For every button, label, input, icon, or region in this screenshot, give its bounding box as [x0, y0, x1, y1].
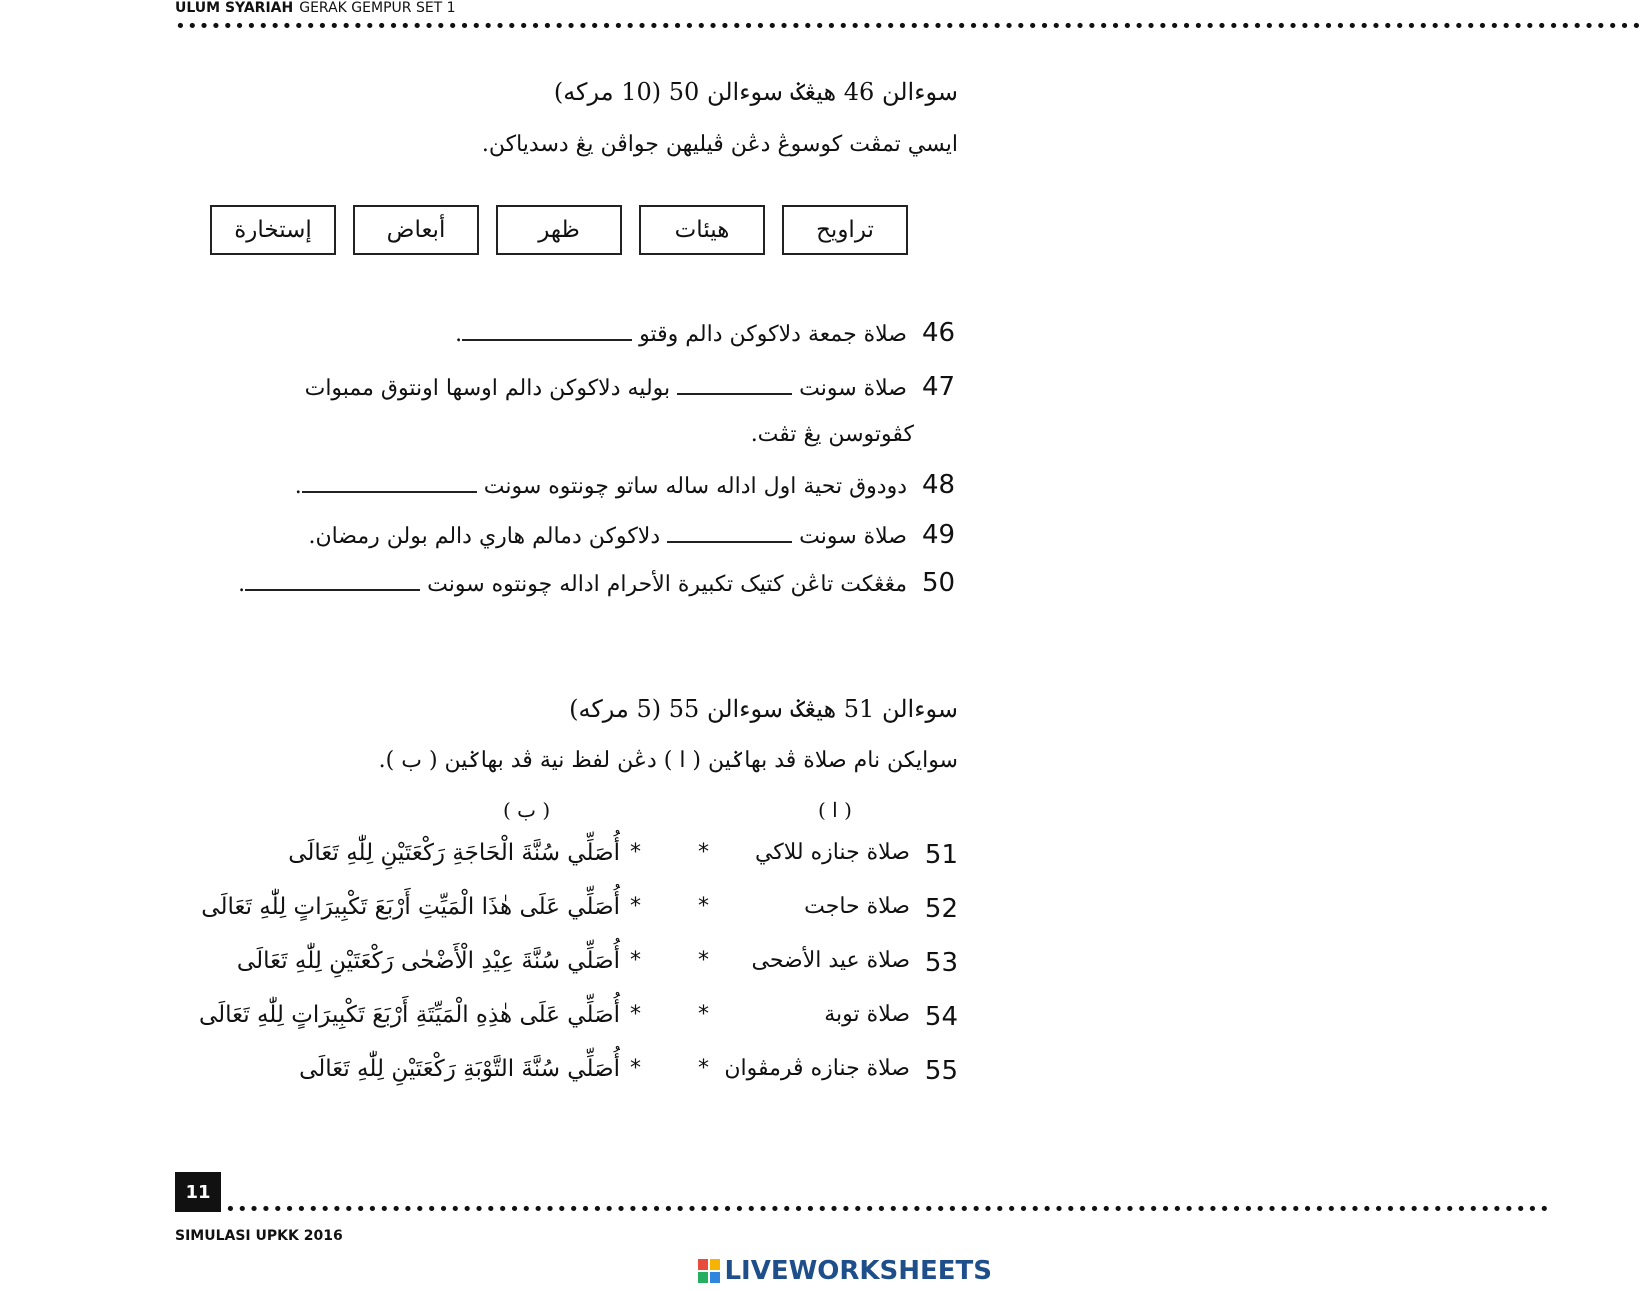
option-box-2	[639, 205, 765, 255]
option-box-4	[353, 205, 479, 255]
header-dotted-rule: ••••••••••••••••••••••••••••••••••••••••••••••••••••••••••••••••••••••••••••••••••••••••••••••••••••••••••••••••••••••••••••	[175, 16, 1643, 37]
footer-label: SIMULASI UPKK 2016	[175, 1228, 343, 1244]
answer-blank-48[interactable]	[302, 471, 477, 493]
row-number: 53	[924, 948, 958, 978]
question-48	[295, 470, 958, 500]
question-number: 48	[922, 470, 956, 500]
header-title-rest: GERAK GEMPUR SET 1	[299, 0, 456, 16]
question-49	[308, 520, 958, 550]
row-number: 51	[924, 840, 958, 870]
question-text-end: .	[238, 572, 246, 597]
match-dot-left[interactable]: *	[698, 1002, 709, 1027]
match-row-51	[0, 840, 1000, 890]
question-text: دودوق تحية اول اداله ساله ساتو چونتوه سونت	[483, 474, 907, 499]
question-number: 46	[922, 318, 956, 348]
answer-blank-49[interactable]	[667, 521, 792, 543]
match-row-54	[0, 1002, 1000, 1052]
match-dot-right[interactable]: *	[630, 1002, 641, 1027]
match-dot-right[interactable]: *	[630, 894, 641, 919]
option-box-3	[496, 205, 622, 255]
answer-blank-50[interactable]	[245, 569, 420, 591]
question-text: صلاة سونت	[799, 376, 907, 401]
option-label: إستخارة	[234, 217, 312, 243]
column-b-header: ( ب )	[503, 798, 551, 822]
match-dot-right[interactable]: *	[630, 840, 641, 865]
niat-text: أُصَلِّي سُنَّةَ عِيْدِ الْأَضْحٰى رَكْعَتَيْنِ لِلّٰهِ تَعَالَى	[236, 948, 620, 974]
section2-title: سوءالن 51 هيڠݢ سوءالن 55 (5 مرکه)	[569, 695, 958, 723]
prayer-name: صلاة جنازه ڤرمڤوان	[724, 1056, 910, 1081]
match-row-52	[0, 894, 1000, 944]
question-46	[455, 318, 958, 348]
question-number: 47	[922, 372, 956, 402]
match-dot-left[interactable]: *	[698, 1056, 709, 1081]
match-row-55	[0, 1056, 1000, 1106]
question-text: صلاة سونت	[799, 524, 907, 549]
row-number: 54	[924, 1002, 958, 1032]
option-label: هيئات	[674, 217, 730, 243]
question-text-end: .	[294, 474, 302, 499]
row-number: 55	[924, 1056, 958, 1086]
niat-text: أُصَلِّي عَلَى هٰذَا الْمَيِّتِ أَرْبَعَ تَكْبِيرَاتٍ لِلّٰهِ تَعَالَى	[201, 894, 620, 920]
question-text-end: .	[455, 322, 463, 347]
question-text-end: بوليه دلاکوکن دالم اوسها اونتوق ممبوات	[304, 376, 671, 401]
question-47-continued: کڤوتوسن يڠ تڤت.	[750, 422, 914, 447]
page-header	[175, 0, 456, 16]
row-number: 52	[924, 894, 958, 924]
answer-blank-47[interactable]	[677, 373, 792, 395]
question-47	[305, 372, 958, 402]
match-dot-left[interactable]: *	[698, 948, 709, 973]
match-dot-right[interactable]: *	[630, 948, 641, 973]
answer-blank-46[interactable]	[462, 319, 632, 341]
section1-instruction: ايسي تمڤت کوسوڠ دڠن ڤيليهن جواڤن يڠ دسدياکن.	[481, 132, 958, 157]
match-dot-right[interactable]: *	[630, 1056, 641, 1081]
option-label: أبعاض	[386, 217, 446, 243]
match-row-53	[0, 948, 1000, 998]
prayer-name: صلاة جنازه للاکي	[754, 840, 910, 865]
option-box-5	[210, 205, 336, 255]
niat-text: أُصَلِّي سُنَّةَ الْحَاجَةِ رَكْعَتَيْنِ لِلّٰهِ تَعَالَى	[288, 840, 620, 866]
liveworksheets-logo-icon	[698, 1259, 720, 1283]
page-number: 11	[175, 1172, 221, 1212]
question-text-end: دلاکوکن دمالم هاري دالم بولن رمضان.	[308, 524, 661, 549]
option-label: تراويح	[816, 217, 874, 243]
footer-dotted-rule: ••••••••••••••••••••••••••••••••••••••••••••••••••••••••••••••••••••••••••••••••••••••••••••••••••••••••••••••••	[225, 1199, 1551, 1220]
question-text: صلاة جمعة دلاکوکن دالم وقتو	[639, 322, 907, 347]
match-dot-left[interactable]: *	[698, 840, 709, 865]
section1-title: سوءالن 46 هيڠݢ سوءالن 50 (10 مرکه)	[553, 78, 958, 106]
niat-text: أُصَلِّي سُنَّةَ التَّوْبَةِ رَكْعَتَيْنِ لِلّٰهِ تَعَالَى	[299, 1056, 620, 1082]
liveworksheets-logo[interactable]	[698, 1256, 992, 1286]
option-label: ظهر	[538, 217, 580, 243]
question-50	[238, 568, 958, 598]
option-box-1	[782, 205, 908, 255]
section2-instruction: سوايکن نام صلاة ڤد بهاݢين ( ا ) دڠن لفظ نية ڤد بهاݢين ( ب ).	[378, 748, 958, 773]
column-a-header: ( ا )	[818, 798, 852, 822]
prayer-name: صلاة عيد الأضحى	[751, 948, 910, 973]
question-text: مڠڠکت تاڠن کتيک تکبيرة الأحرام اداله چونتوه سونت	[427, 572, 907, 597]
brand-name: LIVEWORKSHEETS	[724, 1256, 992, 1286]
question-number: 49	[922, 520, 956, 550]
match-dot-left[interactable]: *	[698, 894, 709, 919]
question-number: 50	[922, 568, 956, 598]
prayer-name: صلاة توبة	[824, 1002, 910, 1027]
header-title-bold: ULUM SYARIAH	[175, 0, 294, 16]
niat-text: أُصَلِّي عَلَى هٰذِهِ الْمَيِّتَةِ أَرْبَعَ تَكْبِيرَاتٍ لِلّٰهِ تَعَالَى	[198, 1002, 620, 1028]
prayer-name: صلاة حاجت	[804, 894, 910, 919]
